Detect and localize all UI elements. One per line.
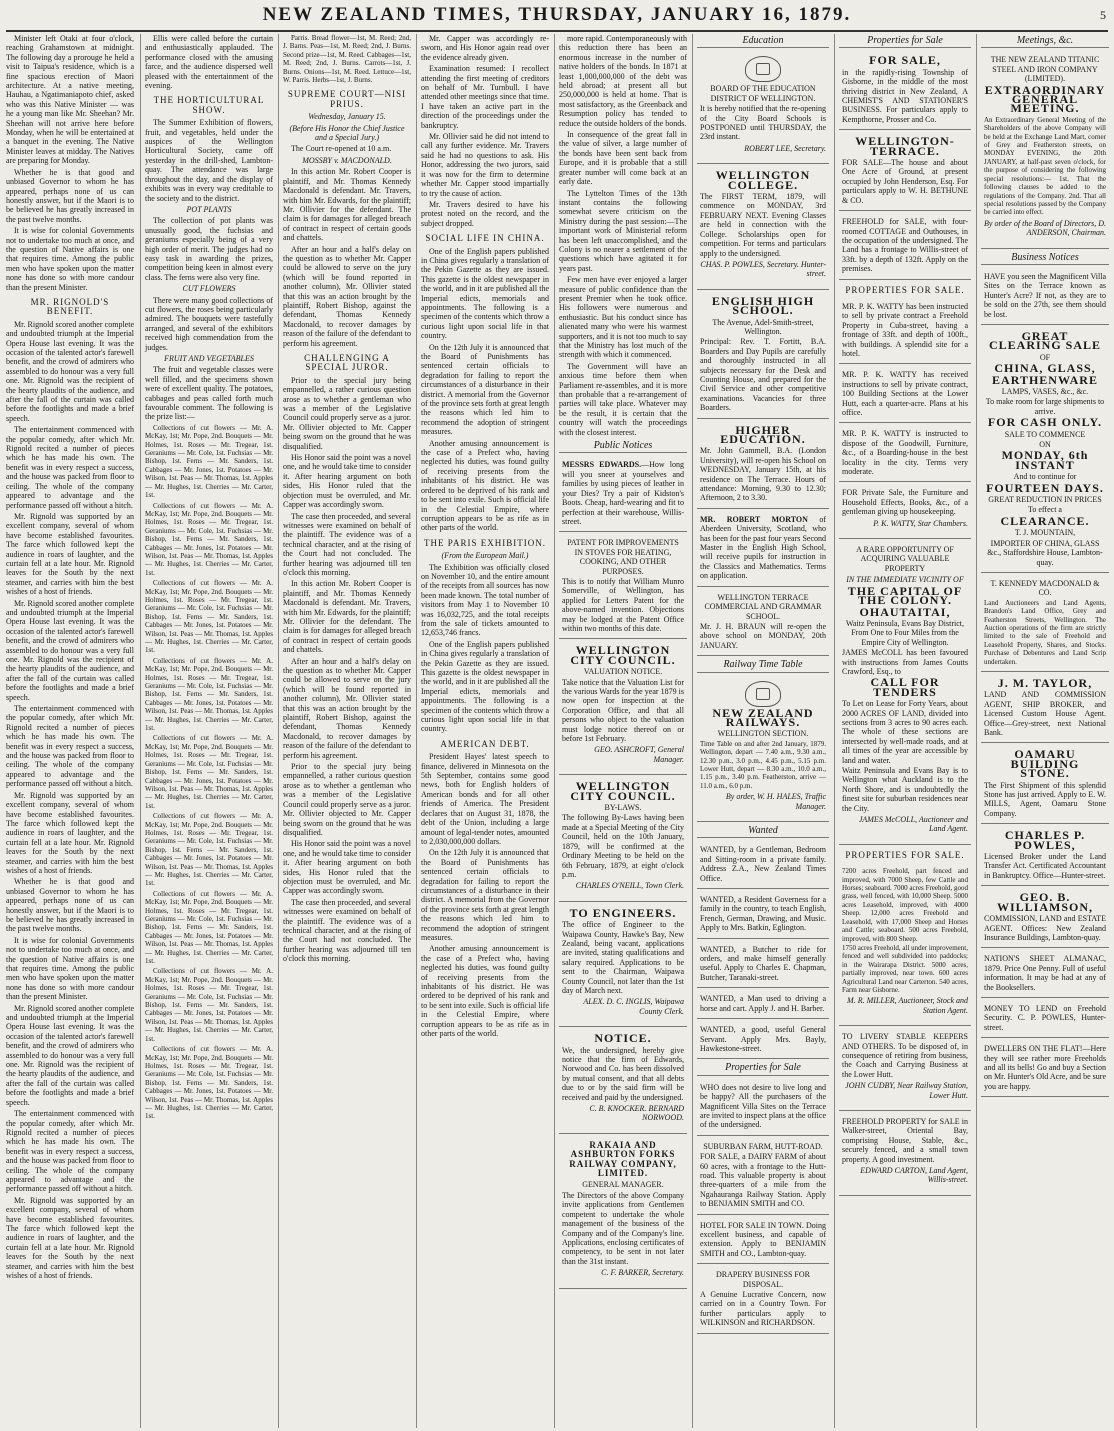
ad-line: OF	[1039, 352, 1051, 362]
ad-body: in the rapidly-rising Township of Gisborne, in the middle of the most thriving district in New Zealand, A CHEMIST'S AND STATIONER'S BUSINESS. For particulars apply to Kempthorne, Prosser and Co.	[842, 67, 968, 124]
classified	[697, 1021, 829, 1059]
classified	[697, 891, 829, 939]
ad-subheading: IN THE IMMEDIATE VICINITY OF	[846, 575, 964, 585]
advertisement	[981, 51, 1109, 248]
notice	[559, 777, 687, 901]
column-6	[692, 34, 833, 1428]
article-paragraph: There were many good collections of cut flowers, the roses being particularly admired. The bouquets were tastefully arranged, and several of the exhibitors received high commendation from the judges.	[145, 295, 273, 352]
advertisement	[697, 676, 829, 822]
classified	[839, 213, 971, 279]
notice-subheading: GENERAL MANAGER.	[582, 1180, 664, 1190]
classified-body: FREEHOLD for SALE, with four-roomed COTTAGE and Outhouses, in the occupation of the undersigned. The Land has a frontage to Willis-street of 33ft. by a depth of 132ft. Apply on the premises.	[842, 217, 968, 274]
subheading: FRUIT AND VEGETABLES	[164, 354, 254, 363]
article-paragraph: Prior to the special jury being empannelled, a rather curious question arose as to whether a gentleman who was a member of the Legislative Council could properly serve as a juror. Mr. Ollivier objected to Mr. Capper being sworn on the ground that he was disqualified.	[283, 375, 411, 451]
ad-body: To Let on Lease for Forty Years, about 2000 ACRES OF LAND, divided into sections from 3 acres to 90 acres each. The whole of these sections are intersected by well-made roads, and at all times of the year are accessible by land and water.	[842, 699, 968, 765]
ad-line: T. J. MOUNTAIN,	[1014, 528, 1076, 538]
ad-body: An Extraordinary General Meeting of the Shareholders of the above Company will be held at the Exchange Land Mart, corner of Grey and Featherston streets, on MONDAY EVENING, the 20th JANUARY, at half-past seven o'clock, for the purpose of considering the following special resolutions:— 1st. That the following clauses be added to the regulations of the Company. 2nd. That all special resolutions passed by the Company be carried into effect.	[984, 115, 1106, 217]
ad-heading: PROPERTIES FOR SALE.	[845, 849, 965, 860]
case-title: MOSSBY v. MACDONALD.	[302, 155, 392, 165]
article-heading: THE PARIS EXHIBITION.	[424, 537, 546, 548]
advertisement	[697, 1266, 829, 1333]
article-paragraph: It is wise for colonial Governments not to undertake too much at once, and the question of Native affairs is one that requires time. Among the public men who have spoken upon the matter none has done so with more candour than the present Minister.	[6, 226, 134, 292]
ad-body: Mr. J. H. BRAUN will re-open the above school on MONDAY, 20th JANUARY.	[700, 621, 826, 650]
classified-body: MR. P. K. WATTY has been instructed to sell by private contract a Freehold Property in Cuba-street, having a frontage of 33ft. and depth of 100ft., with buildings. A splendid site for a hotel.	[842, 301, 968, 358]
notice-subheading: BY-LAWS.	[604, 803, 642, 813]
ad-heading: J. M. TAYLOR,	[997, 675, 1093, 690]
notice-signature: ALEX. D. C. INGLIS, Waipawa County Clerk.	[583, 997, 684, 1016]
article-paragraph: President Hayes' latest speech to finance, delivered in Minnesota on the 5th September, contains some good news, both for English holders of American bonds and for all other friends of America. The President declares that on August 31, 1878, the debt of the Union, including a large amount of legal-tender notes, amounted to 2,030,000,000 dollars.	[421, 752, 549, 846]
ad-subheading: Waitz Peninsula, Evans Bay District, From One to Four Miles from the Empire City of Wellington.	[846, 618, 964, 647]
article-paragraph: Whether he is that good and unbiased Governor to whom he has appeared, perhaps none of us can honestly answer, but if the Maori is to be believed he has greatly increased in the past twelve months.	[6, 167, 134, 224]
ad-body: The FIRST TERM, 1879, will commence on MONDAY, 3rd FEBRUARY NEXT. Evening Classes are held in connection with the College. Scholarships open for competition. For terms and particulars apply to the undersigned.	[700, 192, 826, 258]
notice-body: Take notice that the Valuation List for the various Wards for the year 1879 is now open for inspection at the Corporation Office, and that all persons who object to the valuation must lodge notice thereof on or before 1st February.	[562, 677, 684, 744]
ad-body: The First Shipment of this splendid Stone has just arrived. Apply to E. W. MILLS, Agent, Oamaru Stone Company.	[984, 780, 1106, 818]
prize-list: Collections of cut flowers — Mr. A. McKay, 1st; Mr. Pope, 2nd. Bouquets — Mr. Holmes, 1st. Roses — Mr. Tregear, 1st. Geraniums — Mr. Cole, 1st. Fuchsias — Mr. Bishop, 1st. Ferns — Mr. Sanders, 1st. Cabbages — Mr. Jones, 1st. Potatoes — Mr. Wilson, 1st. Peas — Mr. Thomas, 1st. Apples — Mr. Hughes, 1st. Cherries — Mr. Carter, 1st.	[145, 656, 273, 733]
ad-signature: JOHN CUDBY, Near Railway Station, Lower Hutt.	[845, 1081, 968, 1100]
columns	[6, 34, 1108, 1428]
prize-list: Collections of cut flowers — Mr. A. McKay, 1st; Mr. Pope, 2nd. Bouquets — Mr. Holmes, 1st. Roses — Mr. Tregear, 1st. Geraniums — Mr. Cole, 1st. Fuchsias — Mr. Bishop, 1st. Ferns — Mr. Sanders, 1st. Cabbages — Mr. Jones, 1st. Potatoes — Mr. Wilson, 1st. Peas — Mr. Thomas, 1st. Apples — Mr. Hughes, 1st. Cherries — Mr. Carter, 1st.	[145, 967, 273, 1043]
ad-body: Mr. John Gammell, B.A. (London University), will re-open his School on WEDNESDAY, January 15th, at his residence on The Terrace. Hours of attendance: Morning, 9.30 to 12.30; Afternoon, 2 to 3.30.	[700, 446, 826, 503]
notice-heading: WELLINGTON CITY COUNCIL.	[570, 779, 676, 803]
classified	[697, 841, 829, 889]
ad-body: 7200 acres Freehold, part fenced and improved, with 7000 Sheep, few Cattle and Horses; seaboard. 7000 acres Freehold, good grass, well fenced, with 10,000 Sheep. 5000 acres Leasehold, improved, with 4000 Sheep. 12,000 acres Freehold and Leasehold, with 17,000 Sheep and Horses and Cattle; seaboard. 500 acres Freehold, improved, with 800 Sheep.	[842, 867, 968, 943]
classified-body: MR. P. K. WATTY is instructed to dispose of the Goodwill, Furniture, &c., of a Boarding-house in the best locality in the city. Terms very moderate.	[842, 429, 968, 477]
prize-list: Collections of cut flowers — Mr. A. McKay, 1st; Mr. Pope, 2nd. Bouquets — Mr. Holmes, 1st. Roses — Mr. Tregear, 1st. Geraniums — Mr. Cole, 1st. Fuchsias — Mr. Bishop, 1st. Ferns — Mr. Sanders, 1st. Cabbages — Mr. Jones, 1st. Potatoes — Mr. Wilson, 1st. Peas — Mr. Thomas, 1st. Apples — Mr. Hughes, 1st. Cherries — Mr. Carter, 1st.	[145, 501, 273, 577]
classified-body: FREEHOLD PROPERTY for SALE in Walker-street, Oriental Bay, comprising House, Stable, &c., securely fenced, and a small town property. A good investment.	[842, 1117, 968, 1164]
ad-line: To make room for large shipments to arrive.	[985, 397, 1105, 416]
article-paragraph: His Honor said the point was a novel one, and he would take time to consider it. After hearing argument on both sides, His Honor ruled that the objection must be overruled, and Mr. Capper was accordingly sworn.	[283, 839, 411, 896]
ad-heading: T. KENNEDY MACDONALD & CO.	[990, 578, 1100, 598]
ad-signature: ROBERT LEE, Secretary.	[744, 143, 826, 153]
notice-signature: GEO. ASHCROFT, General Manager.	[594, 745, 684, 764]
ad-signature: EDWARD CARTON, Land Agent, Willis-street.	[860, 1166, 968, 1185]
article-paragraph: Prior to the special jury being empannelled, a rather curious question arose as to whether a gentleman who was a member of the Legislative Council could properly serve as a juror. Mr. Ollivier objected to Mr. Capper being sworn on the ground that he was disqualified.	[283, 762, 411, 837]
advertisement	[697, 166, 829, 289]
article-paragraph: Mr. Rignold was supported by an excellent company, several of whom have become established favourites. The farce which followed kept the audience in roars of laughter, and the curtain fell at a late hour. Mr. Rignold leaves for the South by the next steamer, and carries with him the best wishes of a host of friends.	[6, 511, 134, 597]
prize-list: Collections of cut flowers — Mr. A. McKay, 1st; Mr. Pope, 2nd. Bouquets — Mr. Holmes, 1st. Roses — Mr. Tregear, 1st. Geraniums — Mr. Cole, 1st. Fuchsias — Mr. Bishop, 1st. Ferns — Mr. Sanders, 1st. Cabbages — Mr. Jones, 1st. Potatoes — Mr. Wilson, 1st. Peas — Mr. Thomas, 1st. Apples — Mr. Hughes, 1st. Cherries — Mr. Carter, 1st.	[145, 734, 273, 810]
article-paragraph: Mr. Travers desired to have his protest noted on the record, and the subject dropped.	[421, 199, 549, 228]
advertisement	[981, 575, 1109, 672]
article-paragraph: On the 12th July it is announced that the Board of Punishments has sentenced certain officials to degradation for failing to report the circumstances of a disturbance in their district. A memorial from the Governor of the province sets forth at great length the reasons which led him to recommend the adoption of stringent measures.	[421, 342, 549, 437]
article-heading: MR. RIGNOLD'S BENEFIT.	[30, 296, 110, 317]
royal-crest-icon	[745, 681, 781, 707]
ad-heading: THE NEW ZEALAND TITANIC STEEL AND IRON COMPANY (LIMITED).	[990, 55, 1100, 84]
notice-body: We, the undersigned, hereby give notice that the firm of Edwards, Norwood and Co. has been dissolved by mutual consent, and that all debts due to or by the said firm will be received and paid by the undersigned.	[562, 1045, 684, 1102]
prize-list: Collections of cut flowers — Mr. A. McKay, 1st; Mr. Pope, 2nd. Bouquets — Mr. Holmes, 1st. Roses — Mr. Tregear, 1st. Geraniums — Mr. Cole, 1st. Fuchsias — Mr. Bishop, 1st. Ferns — Mr. Sanders, 1st. Cabbages — Mr. Jones, 1st. Potatoes — Mr. Wilson, 1st. Peas — Mr. Thomas, 1st. Apples — Mr. Hughes, 1st. Cherries — Mr. Carter, 1st.	[145, 579, 273, 655]
notice-heading: TO ENGINEERS.	[569, 905, 677, 920]
article-paragraph: Mr. Rignold scored another complete and undoubted triumph at the Imperial Opera House last evening. It was the occasion of the talented actor's farewell benefit, and the crowd of admirers who assembled to do honour was a very full one. Mr. Rignold was the recipient of the hearty plaudits of the audience, and after the fall of the curtain was called before the footlights and made a brief speech.	[6, 319, 134, 423]
classified	[839, 1028, 971, 1111]
classified-body: WANTED, a Resident Governess for a family in the country, to teach English, French, German, Drawing, and Music. Apply to Mrs. Batkin, Eglington.	[700, 895, 826, 933]
classified	[839, 1113, 971, 1196]
classified-body: HAVE you seen the Magnificent Villa Sites on the Terrace known as Hunter's Acre? If not, as they are to be sold on the 27th, see them should be lost.	[984, 271, 1106, 319]
ad-line: GREAT REDUCTION IN PRICES	[988, 495, 1102, 505]
ad-line: CHINA, GLASS,	[994, 361, 1096, 376]
classified	[697, 941, 829, 989]
classified-body: HOTEL FOR SALE IN TOWN. Doing excellent business, and capable of extension. Apply to BENJAMIN SMITH and CO., Lambton-quay.	[700, 1220, 826, 1258]
advertisement	[697, 51, 829, 164]
article-paragraph: Mr. Rignold was supported by an excellent company, several of whom have become established favourites. The farce which followed kept the audience in roars of laughter, and the curtain fell at a late hour. Mr. Rignold leaves for the South by the next steamer, and carries with him the best wishes of a host of friends.	[6, 790, 134, 875]
ad-line: FOR CASH ONLY.	[987, 415, 1103, 430]
notice	[559, 456, 687, 532]
notice-heading: WELLINGTON CITY COUNCIL.	[570, 643, 676, 667]
classified	[697, 1079, 829, 1136]
ad-signature: CHAS. P. POWLES, Secretary. Hunter-street.	[700, 259, 826, 279]
ad-heading: SUBURBAN FARM, HUTT-ROAD.	[703, 1141, 823, 1151]
ad-body: FOR SALE—The house and about One Acre of Ground, at present occupied by John Henderson, Esq. For particulars apply to W. H. BETHUNE & CO.	[842, 158, 968, 205]
article-paragraph: It is wise for colonial Governments not to undertake too much at once, and the question of Native affairs is one that requires time. Among the public men who have spoken upon the matter none has done so with more candour than the present Minister.	[6, 935, 134, 1002]
article-paragraph: Mr. Rignold scored another complete and undoubted triumph at the Imperial Opera House last evening. It was the occasion of the talented actor's farewell benefit, and the crowd of admirers who assembled to do honour was a very full one. Mr. Rignold was the recipient of the hearty plaudits of the audience, and after the fall of the curtain was called before the footlights and made a brief speech.	[6, 1003, 134, 1107]
advertisement	[839, 541, 971, 845]
ad-line: LAMPS, VASES, &c., &c.	[1001, 387, 1089, 396]
article-paragraph: In this action Mr. Robert Cooper is plaintiff, and Mr. Thomas Kennedy Macdonald is defendant. Mr. Travers, with him Mr. Edwards, for the plaintiff; Mr. Ollivier for the defendant. The claim is for damages for alleged breach of contract in respect of certain goods and chattels.	[283, 167, 411, 243]
classified	[981, 950, 1109, 998]
prize-list: Collections of cut flowers — Mr. A. McKay, 1st; Mr. Pope, 2nd. Bouquets — Mr. Holmes, 1st. Roses — Mr. Tregear, 1st. Geraniums — Mr. Cole, 1st. Fuchsias — Mr. Bishop, 1st. Ferns — Mr. Sanders, 1st. Cabbages — Mr. Jones, 1st. Potatoes — Mr. Wilson, 1st. Peas — Mr. Thomas, 1st. Apples — Mr. Hughes, 1st. Cherries — Mr. Carter, 1st.	[145, 812, 273, 888]
article-paragraph: Mr. Capper was accordingly re-sworn, and His Honor again read over the evidence already given.	[421, 34, 549, 62]
ad-subheading: WELLINGTON SECTION.	[717, 729, 809, 739]
classified-body: WANTED, a Butcher to ride for orders, and make himself generally useful. Apply to Charles E. Chapman, Butcher, Taranaki-street.	[700, 944, 826, 982]
subheading: (Before His Honor the Chief Justice and a Special Jury.)	[289, 123, 405, 143]
notice-heading: PATENT FOR IMPROVEMENTS IN STOVES FOR HEATING, COOKING, AND OTHER PURPOSES.	[567, 538, 679, 576]
notice-body: This is to notify that William Munro Somerville, of Wellington, has applied for Letters Patent for the above-named invention. Objections may be lodged at the Patent Office within two months of this date.	[562, 576, 684, 633]
classified	[981, 268, 1109, 325]
article-paragraph: After an hour and a half's delay on the question as to whether Mr. Capper could be allowed to serve on the jury (which will be found reported in another column), Mr. Ollivier stated that this was an action brought by the plaintiff, Robert Bishop, against the defendant, Thomas Kennedy Macdonald, to recover damages by reason of the failure of the defendant to perform his agreement.	[283, 244, 411, 348]
ad-line: And to continue for	[1013, 472, 1077, 482]
article-paragraph: Mr. Ollivier said he did not intend to call any further evidence. Mr. Travers said he had no questions to ask. His Honor, addressing the two jurors, said it was now for the firm to determine whether Mr. Capper stood impartially to try the cause of action.	[421, 132, 549, 198]
advertisement	[697, 511, 829, 587]
ad-signature: By order, W. H. HALES, Traffic Manager.	[725, 792, 826, 811]
column-4	[416, 34, 553, 1428]
classified-body: MR. P. K. WATTY has received instructions to sell by private contract, 100 Building Sections at the Lower Hutt, each a quarter-acre. Plans at his office.	[842, 370, 968, 417]
ad-heading: WELLINGTON TERRACE COMMERCIAL AND GRAMMAR SCHOOL.	[704, 592, 822, 621]
article-paragraph: In this action Mr. Robert Cooper is plaintiff, and Mr. Thomas Kennedy Macdonald is defendant. Mr. Travers, with him Mr. Edwards, for the plaintiff; Mr. Ollivier for the defendant. The claim is for damages for alleged breach of contract in respect of certain goods and chattels.	[283, 579, 411, 655]
section-heading: Business Notices	[981, 251, 1109, 265]
subheading: Wednesday, January 15.	[308, 112, 386, 122]
classified-body: WANTED, by a Gentleman, Bedroom and Sitting-room in a private family. Address Z.A., New Zealand Times Office.	[700, 845, 826, 883]
ad-heading: EXTRAORDINARY GENERAL MEETING.	[984, 82, 1106, 116]
classified	[697, 1217, 829, 1265]
ad-body: JAMES McCOLL has been favoured with instructions from James Coutts Crawford, Esq., to	[842, 648, 968, 676]
advertisement	[697, 589, 829, 656]
masthead-rule	[6, 30, 1108, 32]
ad-heading: WELLINGTON COLLEGE.	[715, 168, 811, 192]
ad-subheading: The Avenue, Adel-Smith-street, Wellington.	[712, 317, 814, 336]
advertisement	[981, 888, 1109, 948]
article-paragraph: The Court re-opened at 10 a.m.	[291, 144, 392, 154]
classified	[839, 484, 971, 539]
advertisement	[981, 826, 1109, 886]
ad-signature: P. K. WATTY, Star Chambers.	[873, 518, 968, 528]
article-paragraph: In consequence of the great fall in the value of silver, a large number of the bonds have been sent back from Europe, and it is probable that a still greater number will come back at an early date.	[559, 130, 687, 187]
article-heading: CHALLENGING A SPECIAL JUROR.	[304, 353, 390, 373]
article-paragraph: The case then proceeded, and several witnesses were examined on behalf of the plaintiff. The evidence was of a technical character, and at the rising of the Court had not concluded. The further hearing was adjourned till ten o'clock this morning.	[283, 897, 411, 964]
ad-heading: OHAUTAITAI,	[859, 604, 951, 619]
article-heading: SUPREME COURT—NISI PRIUS.	[287, 89, 407, 109]
ad-body: 1750 acres Freehold, all under improvement, fenced and well subdivided into paddocks; in the Wairarapa District. 5000 acres, partially improved, near town. 600 acres Agricultural Land near Carterton. 540 acres, Farm near Gisborne.	[842, 943, 968, 994]
article-paragraph: Whether he is that good and unbiased Governor to whom he has appeared, perhaps none of us can honestly answer, but if the Maori is to be believed he has greatly increased in the past twelve months.	[6, 877, 134, 934]
classified	[839, 425, 971, 482]
advertisement	[981, 745, 1109, 824]
ad-line: SALE TO COMMENCE	[1004, 429, 1086, 439]
notice-body: The Directors of the above Company invite applications from Gentlemen competent to undertake the whole management of the business of the Company and of the Company's line. Applications, enclosing certificates of competency, to be sent in not later than the 31st instant.	[562, 1190, 684, 1266]
prize-list: Parris. Bread flower—1st, M. Reed; 2nd, J. Barns. Peas—1st, M. Reed; 2nd, J. Burns. Second prize—1st, M. Reed. Cabbages—1st, M. Reed; 2nd, J. Burns. Carrots—1st, J. Burns. Onions—1st, M. Reed. Lettuce—1st, W. Parris. Herbs—1st, J. Burns.	[283, 34, 411, 85]
notice-body: —How long will you sneer at yourselves and families by using pieces of leather in your Dies? Try a pair of Kidston's Boots. Cheap, hard-wearing and fit to perfection at their warehouse, Willis-street.	[562, 460, 684, 526]
advertisement	[839, 863, 971, 1026]
advertisement	[981, 674, 1109, 743]
notice-signature: CHARLES O'NEILL, Town Clerk.	[575, 881, 684, 891]
section-heading: Public Notices	[559, 439, 687, 453]
notice	[559, 1029, 687, 1134]
notice-heading: RAKAIA AND ASHBURTON FORKS RAILWAY COMPANY, LIMITED.	[569, 1139, 677, 1179]
column-3	[278, 34, 415, 1428]
masthead	[0, 4, 1114, 30]
notice-signature: C. B. KNOCKER. BERNARD NORWOOD.	[589, 1104, 684, 1123]
article-paragraph: Another amusing announcement is the case of a Prefect who, having neglected his duties, was found guilty of receiving presents from the inhabitants of his district. He was ordered to be deprived of his rank and to be sent into exile. Such is official life in the Celestial Empire, where corruption appears to be as rife as in other parts of the world.	[421, 944, 549, 1039]
column-2	[140, 34, 277, 1428]
subheading: (From the European Mail.)	[441, 551, 529, 561]
section-heading: Education	[697, 34, 829, 48]
ad-line: MONDAY, 6th INSTANT	[1001, 448, 1089, 472]
article-paragraph: The Government will have an anxious time before them when Parliament re-assembles, and it is more than probable that a re-arrangement of parties will take place. Whatever may be the result, it is certain that the country will watch the proceedings with the closest interest.	[559, 361, 687, 437]
section-heading: Properties for Sale	[839, 34, 971, 48]
ad-heading: GEO. B. WILLIAMSON,	[996, 890, 1093, 914]
ad-heading: THE CAPITAL OF THE COLONY.	[847, 583, 963, 608]
timetable: Time Table on and after 2nd January, 1879. Wellington, depart — 7.40 a.m., 9.30 a.m., 12.30 p.m., 3.0 p.m., 4.45 p.m., 5.15 p.m. Lower Hutt, depart — 8.30 a.m., 10.0 a.m., 1.15 p.m., 3.40 p.m. Featherston, arrive — 11.0 a.m., 6.0 p.m.	[700, 739, 826, 790]
article-paragraph: Examination resumed: I recollect attending the first meeting of creditors on behalf of Mr. Turnbull. I have attended other meetings since that time. I have taken an active part in the direction of the proceedings under the bankruptcy.	[421, 64, 549, 130]
notice	[559, 534, 687, 639]
notice-heading: NOTICE.	[594, 1031, 652, 1046]
notice	[559, 641, 687, 775]
classified	[981, 1000, 1109, 1038]
subheading: POT PLANTS	[186, 204, 232, 214]
article-paragraph: Minister left Otaki at four o'clock, reaching Grahamstown at midnight. The following day a prorouge he held a visit to Taipua's residence, which is a fine spacious erection of Maori architecture. At a native meeting, Hauhau, a Ngatimaniapoto chief, asked who was this Native Minister — was he a young man like Mr. Sheehan? Mr. Sheehan will not arrive here before Monday, when he will be entertained at a banquet in the evening. The Native Minister leaves at midday. The Natives are preparing for Monday.	[6, 34, 134, 166]
ad-signature: JAMES McCOLL, Auctioneer and Land Agent.	[858, 815, 968, 834]
prize-list: Collections of cut flowers — Mr. A. McKay, 1st; Mr. Pope, 2nd. Bouquets — Mr. Holmes, 1st. Roses — Mr. Tregear, 1st. Geraniums — Mr. Cole, 1st. Fuchsias — Mr. Bishop, 1st. Ferns — Mr. Sanders, 1st. Cabbages — Mr. Jones, 1st. Potatoes — Mr. Wilson, 1st. Peas — Mr. Thomas, 1st. Apples — Mr. Hughes, 1st. Cherries — Mr. Carter, 1st.	[145, 1045, 273, 1121]
ad-body: Licensed Broker under the Land Transfer Act. Certificated Accountant in Bankruptcy. Office—Hunter-street.	[984, 852, 1106, 880]
classified	[839, 366, 971, 423]
ad-body: It is hereby notified that the re-opening of the City Board Schools is POSTPONED until THURSDAY, the 23rd instant.	[700, 104, 826, 142]
notice-body: The office of Engineer to the Waipawa County, Hawke's Bay, New Zealand, being vacant, applications are invited, stating qualifications and salary required. Applications to be sent to the Chairman, Waipawa County Council, not later than the 1st day of March next.	[562, 920, 684, 995]
article-heading: SOCIAL LIFE IN CHINA.	[425, 233, 545, 244]
article-paragraph: On the 12th July it is announced that the Board of Punishments has sentenced certain officials to degradation for failing to report the circumstances of a disturbance in their district. A memorial from the Governor of the province sets forth at great length the reasons which led him to recommend the adoption of stringent measures.	[421, 848, 549, 942]
advertisement	[697, 1138, 829, 1215]
ad-line: EARTHENWARE	[992, 372, 1098, 387]
article-heading: AMERICAN DEBT.	[440, 738, 530, 749]
ad-line: ON	[1039, 440, 1051, 450]
notice-subheading: VALUATION NOTICE.	[583, 667, 663, 677]
advertisement	[697, 421, 829, 509]
article-paragraph: The entertainment commenced with the popular comedy, after which Mr. Rignold recited a number of pieces which he has made his own. The benefit was in every respect a success, and the house was packed from floor to ceiling. The whole of the company appeared to advantage and the performance passed off without a hitch.	[6, 425, 134, 510]
section-heading: Meetings, &c.	[981, 34, 1109, 48]
column-7	[834, 34, 975, 1428]
ad-body: FOR SALE, a DAIRY FARM of about 60 acres, with a frontage to the Hutt-road. This valuable property is about three-quarters of a mile from the Ngahauranga Railway Station. Apply to BENJAMIN SMITH and CO.	[700, 1152, 826, 1209]
article-paragraph: The case then proceeded, and several witnesses were examined on behalf of the plaintiff. The evidence was of a technical character, and at the rising of the Court had not concluded. The further hearing was adjourned till ten o'clock this morning.	[283, 511, 411, 577]
article-paragraph: One of the English papers published in China gives regularly a translation of the Pekin Gazette as they are issued. This gazette is the oldest newspaper in the world, and in it are published all the Imperial edicts, memorials and appointments. The following is a specimen of the contents which throw a curious light upon social life in that country.	[421, 639, 549, 734]
subheading: CUT FLOWERS	[182, 284, 236, 294]
article-paragraph: The fruit and vegetable classes were well filled, and the specimens shown were of excellent quality. The potatoes, cabbages and peas called forth much favourable comment. The following is the prize list:—	[145, 365, 273, 422]
column-5	[554, 34, 691, 1428]
classified-body: WANTED, a good, useful General Servant. Apply Mrs. Bayly, Hawkestone-street.	[700, 1025, 826, 1053]
notice-body: The following By-Laws having been made at a Special Meeting of the City Council, held on the 10th January, 1879, will be confirmed at the Ordinary Meeting to be held on the 6th February, 1879, at eight o'clock p.m.	[562, 813, 684, 879]
classified-body: FOR Private Sale, the Furniture and Household Effects, Books, &c., of a gentleman giving up housekeeping.	[842, 488, 968, 517]
ad-heading: ENGLISH HIGH SCHOOL.	[711, 293, 815, 318]
ad-signature: By order of the Board of Directors, D. ANDERSON, Chairman.	[984, 218, 1106, 238]
notice-heading: MESSRS EDWARDS.	[562, 460, 642, 470]
royal-crest-icon	[745, 56, 781, 82]
prize-list: Collections of cut flowers — Mr. A. McKay, 1st; Mr. Pope, 2nd. Bouquets — Mr. Holmes, 1st. Roses — Mr. Tregear, 1st. Geraniums — Mr. Cole, 1st. Fuchsias — Mr. Bishop, 1st. Ferns — Mr. Sanders, 1st. Cabbages — Mr. Jones, 1st. Potatoes — Mr. Wilson, 1st. Peas — Mr. Thomas, 1st. Apples — Mr. Hughes, 1st. Cherries — Mr. Carter, 1st.	[145, 889, 273, 966]
ad-line: CLEARANCE.	[1000, 513, 1090, 528]
classified	[697, 990, 829, 1019]
ad-heading: NEW ZEALAND RAILWAYS.	[712, 705, 814, 729]
ad-heading: PROPERTIES FOR SALE.	[845, 284, 965, 295]
ad-heading: CALL FOR TENDERS	[870, 675, 940, 699]
classified-body: DWELLERS ON THE FLAT!—Here they will see rather more Freeholds and all its bells! Go and buy a Section on Mr. Hunter's Old Acre, and be sure you are happy.	[984, 1044, 1106, 1091]
column-8	[976, 34, 1109, 1428]
article-paragraph: Ellis were called before the curtain and enthusiastically applauded. The performance closed with the amusing farce, and the audience dispersed well pleased with the entertainment of the evening.	[145, 34, 273, 91]
section-heading: Wanted	[697, 824, 829, 838]
ad-heading: FOR SALE,	[869, 53, 941, 68]
classified-body: WANTED, a Man used to driving a horse and cart. Apply J. and H. Barber.	[700, 994, 826, 1013]
advertisement	[981, 327, 1109, 573]
ad-heading: WELLINGTON-TERRACE.	[855, 134, 955, 158]
article-paragraph: Mr. Rignold was supported by an excellent company, several of whom have become established favourites. The farce which followed kept the audience in roars of laughter, and the curtain fell at a late hour. Mr. Rignold leaves for the South by the next steamer, and carries with him the best wishes of a host of friends.	[6, 1195, 134, 1280]
classified-body: TO LIVERY STABLE KEEPERS AND OTHERS. To be disposed of, in consequence of retiring from business, the Coach and Carrying Business at the Lower Hutt.	[842, 1032, 968, 1079]
ad-line: IMPORTER OF CHINA, GLASS &c., Staffordshire House, Lambton-quay.	[987, 538, 1103, 567]
article-paragraph: Another amusing announcement is the case of a Prefect who, having neglected his duties, was found guilty of receiving presents from the inhabitants of his district. He was ordered to be deprived of his rank and to be sent into exile. Such is official life in the Celestial Empire, where corruption appears to be as rife as in other parts of the world.	[421, 438, 549, 533]
classified-body: WHO does not desire to live long and be happy? All the purchasers of the Magnificent Villa Sites on the Terrace are invited to inspect plans at the office of the undersigned.	[700, 1082, 826, 1130]
section-heading: Railway Time Table	[697, 658, 829, 672]
notice	[559, 1136, 687, 1289]
ad-body: A Genuine Lucrative Concern, now carried on in a Country Town. For further particulars apply to WILKINSON and RICHARDSON.	[700, 1290, 826, 1328]
article-paragraph: The Exhibition was officially closed on November 10, and the entire amount of the receipts from all sources has now been made known. The total number of visitors from May 1 to November 10 was 16,032,725, and the total receipts from the sale of tickets amounted to 12,653,746 francs.	[421, 562, 549, 638]
ad-body: of Aberdeen University, Scotland, who has been for the past four years Second Master in the English High School, will receive pupils for instruction in the Classics and Mathematics. Terms on application.	[700, 514, 826, 581]
classified-body: MONEY TO LEND on Freehold Security. C. P. POWLES, Hunter-street.	[984, 1003, 1106, 1032]
article-paragraph: His Honor said the point was a novel one, and he would take time to consider it. After hearing argument on both sides, His Honor ruled that the objection must be overruled, and Mr. Capper was accordingly sworn.	[283, 453, 411, 510]
ad-body: Principal: Rev. T. Fortitt, B.A. Boarders and Day Pupils are carefully and thoroughly instructed in all subjects necessary for the Desk and Counting House, and prepared for the Civil Service and other competitive examinations. Vacancies for three Boarders.	[700, 337, 826, 413]
notice	[559, 904, 687, 1027]
ad-body: Land Auctioneers and Land Agents, Brandon's Land Office, Grey and Featherston Streets, Wellington. The Auction operations of the firm are strictly limited to the sale of Freehold and Leasehold Property, Shares, and Stocks. Purchase of Debentures and Land Scrip undertaken.	[984, 598, 1106, 666]
ad-line: FOURTEEN DAYS.	[986, 480, 1104, 495]
ad-heading: BOARD OF THE EDUCATION DISTRICT OF WELLINGTON.	[710, 84, 816, 103]
article-paragraph: The entertainment commenced with the popular comedy, after which Mr. Rignold recited a number of pieces which he has made his own. The benefit was in every respect a success, and the house was packed from floor to ceiling. The whole of the company appeared to advantage and the performance passed off without a hitch.	[6, 704, 134, 789]
classified	[981, 1040, 1109, 1097]
ad-body: LAND AND COMMISSION AGENT, SHIP BROKER, and Licensed Custom House Agent. Office—Grey-street, next National Bank.	[984, 690, 1106, 737]
ad-signature: M. R. MILLER, Auctioneer, Stock and Station Agent.	[847, 996, 968, 1015]
page-number: 5	[1100, 8, 1106, 22]
ad-heading: CHARLES P. POWLES,	[1004, 828, 1086, 852]
prize-list: Collections of cut flowers — Mr. A. McKay, 1st; Mr. Pope, 2nd. Bouquets — Mr. Holmes, 1st. Roses — Mr. Tregear, 1st. Geraniums — Mr. Cole, 1st. Fuchsias — Mr. Bishop, 1st. Ferns — Mr. Sanders, 1st. Cabbages — Mr. Jones, 1st. Potatoes — Mr. Wilson, 1st. Peas — Mr. Thomas, 1st. Apples — Mr. Hughes, 1st. Cherries — Mr. Carter, 1st.	[145, 423, 273, 500]
ad-heading: MR. ROBERT MORTON	[700, 514, 808, 524]
ad-line: To effect a	[1028, 505, 1062, 515]
advertisement	[839, 51, 971, 130]
article-paragraph: The Lyttelton Times of the 13th instant contains the following somewhat severe criticism on the Ministry during the past session:—The important work of Ministerial reform has been left unaccomplished, and the Colony is no nearer a settlement of the questions which have agitated it for years past.	[559, 188, 687, 273]
classified-body: NATION'S SHEET ALMANAC, 1879. Price One Penny. Full of useful information. It may be had at any of the Booksellers.	[984, 954, 1106, 992]
article-heading: THE HORTICULTURAL SHOW.	[153, 95, 265, 115]
ad-heading: OAMARU BUILDING STONE.	[1010, 747, 1080, 781]
classified	[839, 298, 971, 364]
article-paragraph: more rapid. Contemporaneously with this reduction there has been an enormous increase in the number of native holders of the bonds. In 1871 at least 1,000,000,000 of the debt was held abroad; at present all but 250,000,000 is held at home. That is most satisfactory, as the Greenback and Resumption policy has tended to reduce the outside holders of the bonds.	[559, 34, 687, 128]
ad-heading: DRAPERY BUSINESS FOR DISPOSAL.	[716, 1270, 810, 1289]
ad-heading: GREAT CLEARING SALE	[988, 328, 1102, 353]
masthead-title: NEW ZEALAND TIMES, THURSDAY, JANUARY 16, 1879.	[262, 4, 852, 25]
ad-body: COMMISSION, LAND and ESTATE AGENT. Offices: New Zealand Insurance Buildings, Lambton-quay.	[984, 914, 1106, 942]
notice-signature: C. F. BARKER, Secretary.	[601, 1268, 684, 1278]
article-paragraph: After an hour and a half's delay on the question as to whether Mr. Capper could be allowed to serve on the jury (which will be found reported in another column), Mr. Ollivier stated that this was an action brought by the plaintiff, Robert Bishop, against the defendant, Thomas Kennedy Macdonald, to recover damages by reason of the failure of the defendant to perform his agreement.	[283, 656, 411, 760]
article-paragraph: Mr. Rignold scored another complete and undoubted triumph at the Imperial Opera House last evening. It was the occasion of the talented actor's farewell benefit, and the crowd of admirers who assembled to do honour was a very full one. Mr. Rignold was the recipient of the hearty plaudits of the audience, and after the fall of the curtain was called before the footlights and made a brief speech.	[6, 598, 134, 702]
article-paragraph: One of the English papers published in China gives regularly a translation of the Pekin Gazette as they are issued. This gazette is the oldest newspaper in the world, and in it are published all the Imperial edicts, memorials and appointments. The following is a specimen of the contents which throw a curious light upon social life in that country.	[421, 246, 549, 341]
ad-heading: A RARE OPPORTUNITY OF ACQUIRING VALUABLE PROPERTY	[856, 545, 954, 573]
advertisement	[839, 132, 971, 211]
ad-heading: HIGHER EDUCATION.	[720, 422, 806, 446]
article-paragraph: The collection of pot plants was unusually good, the fuchsias and geraniums especially being of a very high order of merit. The judges had no easy task in awarding the prizes, competition being keen in almost every class. The ferns were also very fine.	[145, 216, 273, 282]
article-paragraph: The entertainment commenced with the popular comedy, after which Mr. Rignold recited a number of pieces which he has made his own. The benefit was in every respect a success, and the house was packed from floor to ceiling. The whole of the company appeared to advantage and the performance passed off without a hitch.	[6, 1109, 134, 1194]
article-paragraph: Few men have ever enjoyed a larger measure of public confidence than the present Premier when he took office. His followers were numerous and enthusiastic. But his conduct since has alienated many who were his warmest supporters, and it is not too much to say that the Ministry has lost much of the strength with which it commenced.	[559, 275, 687, 360]
article-paragraph: The Summer Exhibition of flowers, fruit, and vegetables, held under the auspices of the Wellington Horticultural Society, came off yesterday in the drill-shed, Lambton-quay. The attendance was large throughout the day, and the display of exhibits was in every way creditable to the society and to the district.	[145, 118, 273, 203]
column-1	[6, 34, 138, 1428]
advertisement	[697, 292, 829, 419]
section-heading: Properties for Sale	[697, 1061, 829, 1075]
ad-body: Waitz Peninsula and Evans Bay is to Wellington what Auckland is to the North Shore, and is undoubtedly the finest site for suburban residences near the City.	[842, 766, 968, 813]
